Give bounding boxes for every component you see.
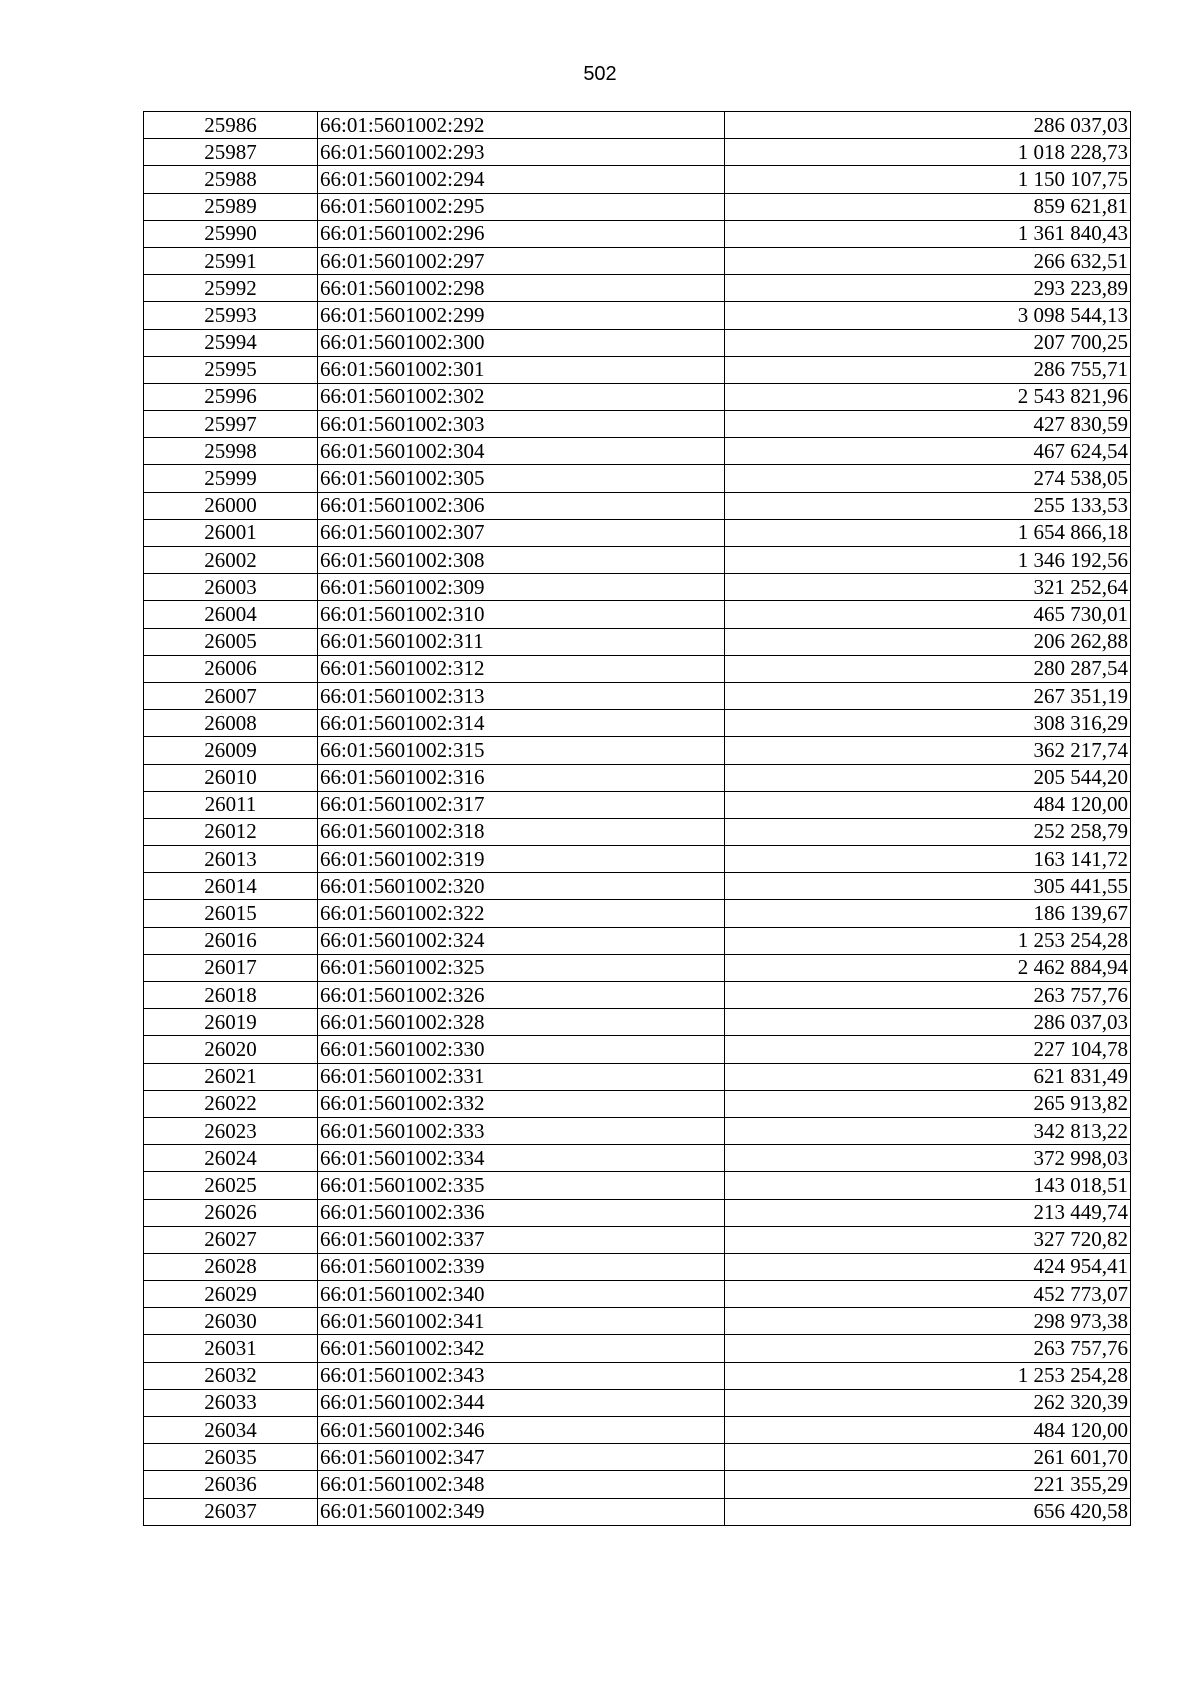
table-row bbox=[144, 1308, 1131, 1335]
cadastral-number-cell: 66:01:5601002:342 bbox=[318, 1335, 725, 1362]
cadastral-value-cell: 305 441,55 bbox=[725, 873, 1131, 900]
row-number-cell: 25994 bbox=[144, 329, 318, 356]
row-number-cell: 26001 bbox=[144, 519, 318, 546]
row-number-cell: 26033 bbox=[144, 1389, 318, 1416]
cadastral-value-cell: 221 355,29 bbox=[725, 1471, 1131, 1498]
table-row bbox=[144, 1389, 1131, 1416]
table-row bbox=[144, 574, 1131, 601]
cadastral-value-cell: 207 700,25 bbox=[725, 329, 1131, 356]
cadastral-number-cell: 66:01:5601002:339 bbox=[318, 1253, 725, 1280]
cadastral-number-cell: 66:01:5601002:295 bbox=[318, 193, 725, 220]
cadastral-number-cell: 66:01:5601002:330 bbox=[318, 1036, 725, 1063]
table-row bbox=[144, 1145, 1131, 1172]
row-number-cell: 26005 bbox=[144, 628, 318, 655]
cadastral-number-cell: 66:01:5601002:314 bbox=[318, 710, 725, 737]
table-row bbox=[144, 710, 1131, 737]
row-number-cell: 26029 bbox=[144, 1281, 318, 1308]
row-number-cell: 25990 bbox=[144, 220, 318, 247]
cadastral-number-cell: 66:01:5601002:318 bbox=[318, 818, 725, 845]
row-number-cell: 26014 bbox=[144, 873, 318, 900]
table-row bbox=[144, 900, 1131, 927]
cadastral-value-cell: 308 316,29 bbox=[725, 710, 1131, 737]
cadastral-number-cell: 66:01:5601002:332 bbox=[318, 1090, 725, 1117]
table-row bbox=[144, 1417, 1131, 1444]
cadastral-number-cell: 66:01:5601002:306 bbox=[318, 492, 725, 519]
table-row bbox=[144, 818, 1131, 845]
cadastral-value-cell: 266 632,51 bbox=[725, 247, 1131, 274]
table-row bbox=[144, 682, 1131, 709]
table-row bbox=[144, 1281, 1131, 1308]
cadastral-number-cell: 66:01:5601002:315 bbox=[318, 737, 725, 764]
cadastral-value-cell: 3 098 544,13 bbox=[725, 302, 1131, 329]
cadastral-number-cell: 66:01:5601002:313 bbox=[318, 682, 725, 709]
table-row bbox=[144, 492, 1131, 519]
row-number-cell: 26030 bbox=[144, 1308, 318, 1335]
table-row bbox=[144, 1362, 1131, 1389]
cadastral-number-cell: 66:01:5601002:331 bbox=[318, 1063, 725, 1090]
cadastral-number-cell: 66:01:5601002:296 bbox=[318, 220, 725, 247]
cadastral-value-cell: 298 973,38 bbox=[725, 1308, 1131, 1335]
table-row bbox=[144, 1090, 1131, 1117]
cadastral-value-cell: 484 120,00 bbox=[725, 791, 1131, 818]
row-number-cell: 25991 bbox=[144, 247, 318, 274]
row-number-cell: 26025 bbox=[144, 1172, 318, 1199]
row-number-cell: 26023 bbox=[144, 1117, 318, 1144]
row-number-cell: 26036 bbox=[144, 1471, 318, 1498]
cadastral-number-cell: 66:01:5601002:333 bbox=[318, 1117, 725, 1144]
cadastral-number-cell: 66:01:5601002:320 bbox=[318, 873, 725, 900]
row-number-cell: 26026 bbox=[144, 1199, 318, 1226]
cadastral-value-cell: 1 361 840,43 bbox=[725, 220, 1131, 247]
row-number-cell: 26028 bbox=[144, 1253, 318, 1280]
row-number-cell: 26013 bbox=[144, 846, 318, 873]
cadastral-value-cell: 372 998,03 bbox=[725, 1145, 1131, 1172]
cadastral-value-cell: 362 217,74 bbox=[725, 737, 1131, 764]
cadastral-value-cell: 342 813,22 bbox=[725, 1117, 1131, 1144]
table-row bbox=[144, 1172, 1131, 1199]
cadastral-number-cell: 66:01:5601002:316 bbox=[318, 764, 725, 791]
table-row bbox=[144, 846, 1131, 873]
table-row bbox=[144, 1199, 1131, 1226]
row-number-cell: 26037 bbox=[144, 1498, 318, 1525]
cadastral-value-cell: 255 133,53 bbox=[725, 492, 1131, 519]
cadastral-number-cell: 66:01:5601002:307 bbox=[318, 519, 725, 546]
table-row bbox=[144, 220, 1131, 247]
row-number-cell: 26018 bbox=[144, 982, 318, 1009]
cadastral-value-cell: 286 037,03 bbox=[725, 1009, 1131, 1036]
row-number-cell: 26000 bbox=[144, 492, 318, 519]
cadastral-number-cell: 66:01:5601002:304 bbox=[318, 438, 725, 465]
cadastral-number-cell: 66:01:5601002:335 bbox=[318, 1172, 725, 1199]
table-row bbox=[144, 519, 1131, 546]
cadastral-value-cell: 143 018,51 bbox=[725, 1172, 1131, 1199]
cadastral-value-cell: 1 253 254,28 bbox=[725, 927, 1131, 954]
cadastral-number-cell: 66:01:5601002:341 bbox=[318, 1308, 725, 1335]
row-number-cell: 25998 bbox=[144, 438, 318, 465]
cadastral-number-cell: 66:01:5601002:297 bbox=[318, 247, 725, 274]
row-number-cell: 26031 bbox=[144, 1335, 318, 1362]
cadastral-value-cell: 263 757,76 bbox=[725, 1335, 1131, 1362]
row-number-cell: 25997 bbox=[144, 411, 318, 438]
cadastral-value-cell: 327 720,82 bbox=[725, 1226, 1131, 1253]
cadastral-number-cell: 66:01:5601002:305 bbox=[318, 465, 725, 492]
cadastral-value-cell: 427 830,59 bbox=[725, 411, 1131, 438]
row-number-cell: 25992 bbox=[144, 275, 318, 302]
row-number-cell: 25995 bbox=[144, 356, 318, 383]
cadastral-number-cell: 66:01:5601002:301 bbox=[318, 356, 725, 383]
cadastral-number-cell: 66:01:5601002:324 bbox=[318, 927, 725, 954]
cadastral-number-cell: 66:01:5601002:310 bbox=[318, 601, 725, 628]
cadastral-value-cell: 2 462 884,94 bbox=[725, 954, 1131, 981]
cadastral-number-cell: 66:01:5601002:300 bbox=[318, 329, 725, 356]
table-row bbox=[144, 1063, 1131, 1090]
cadastral-value-cell: 205 544,20 bbox=[725, 764, 1131, 791]
cadastral-number-cell: 66:01:5601002:337 bbox=[318, 1226, 725, 1253]
cadastral-number-cell: 66:01:5601002:334 bbox=[318, 1145, 725, 1172]
cadastral-number-cell: 66:01:5601002:325 bbox=[318, 954, 725, 981]
table-row bbox=[144, 1036, 1131, 1063]
table-row bbox=[144, 1009, 1131, 1036]
cadastral-number-cell: 66:01:5601002:322 bbox=[318, 900, 725, 927]
table-row bbox=[144, 356, 1131, 383]
row-number-cell: 25987 bbox=[144, 139, 318, 166]
row-number-cell: 26034 bbox=[144, 1417, 318, 1444]
cadastral-value-cell: 424 954,41 bbox=[725, 1253, 1131, 1280]
cadastral-value-cell: 261 601,70 bbox=[725, 1444, 1131, 1471]
cadastral-number-cell: 66:01:5601002:303 bbox=[318, 411, 725, 438]
table-row bbox=[144, 791, 1131, 818]
table-row bbox=[144, 954, 1131, 981]
table-row bbox=[144, 601, 1131, 628]
cadastral-value-cell: 484 120,00 bbox=[725, 1417, 1131, 1444]
cadastral-value-cell: 465 730,01 bbox=[725, 601, 1131, 628]
row-number-cell: 26022 bbox=[144, 1090, 318, 1117]
row-number-cell: 26017 bbox=[144, 954, 318, 981]
cadastral-number-cell: 66:01:5601002:348 bbox=[318, 1471, 725, 1498]
cadastral-value-cell: 1 346 192,56 bbox=[725, 547, 1131, 574]
cadastral-value-cell: 267 351,19 bbox=[725, 682, 1131, 709]
row-number-cell: 26004 bbox=[144, 601, 318, 628]
cadastral-value-cell: 656 420,58 bbox=[725, 1498, 1131, 1525]
row-number-cell: 26003 bbox=[144, 574, 318, 601]
cadastral-value-cell: 186 139,67 bbox=[725, 900, 1131, 927]
cadastral-number-cell: 66:01:5601002:317 bbox=[318, 791, 725, 818]
cadastral-value-cell: 859 621,81 bbox=[725, 193, 1131, 220]
row-number-cell: 25989 bbox=[144, 193, 318, 220]
row-number-cell: 26009 bbox=[144, 737, 318, 764]
table-row bbox=[144, 1498, 1131, 1525]
row-number-cell: 26021 bbox=[144, 1063, 318, 1090]
table-row bbox=[144, 166, 1131, 193]
cadastral-value-cell: 286 037,03 bbox=[725, 112, 1131, 139]
cadastral-value-cell: 213 449,74 bbox=[725, 1199, 1131, 1226]
row-number-cell: 26002 bbox=[144, 547, 318, 574]
cadastral-number-cell: 66:01:5601002:312 bbox=[318, 655, 725, 682]
row-number-cell: 26007 bbox=[144, 682, 318, 709]
cadastral-number-cell: 66:01:5601002:336 bbox=[318, 1199, 725, 1226]
cadastral-number-cell: 66:01:5601002:309 bbox=[318, 574, 725, 601]
table-row bbox=[144, 329, 1131, 356]
table-row bbox=[144, 465, 1131, 492]
cadastral-value-cell: 1 654 866,18 bbox=[725, 519, 1131, 546]
row-number-cell: 26010 bbox=[144, 764, 318, 791]
cadastral-value-cell: 263 757,76 bbox=[725, 982, 1131, 1009]
table-row bbox=[144, 193, 1131, 220]
cadastral-value-cell: 621 831,49 bbox=[725, 1063, 1131, 1090]
cadastral-number-cell: 66:01:5601002:343 bbox=[318, 1362, 725, 1389]
cadastral-number-cell: 66:01:5601002:326 bbox=[318, 982, 725, 1009]
cadastral-number-cell: 66:01:5601002:319 bbox=[318, 846, 725, 873]
table-row bbox=[144, 737, 1131, 764]
table-row bbox=[144, 139, 1131, 166]
cadastral-value-cell: 467 624,54 bbox=[725, 438, 1131, 465]
row-number-cell: 26032 bbox=[144, 1362, 318, 1389]
cadastral-number-cell: 66:01:5601002:328 bbox=[318, 1009, 725, 1036]
cadastral-value-cell: 227 104,78 bbox=[725, 1036, 1131, 1063]
cadastral-number-cell: 66:01:5601002:311 bbox=[318, 628, 725, 655]
cadastral-number-cell: 66:01:5601002:349 bbox=[318, 1498, 725, 1525]
cadastral-number-cell: 66:01:5601002:308 bbox=[318, 547, 725, 574]
cadastral-value-cell: 1 150 107,75 bbox=[725, 166, 1131, 193]
table-row bbox=[144, 438, 1131, 465]
cadastral-value-cell: 274 538,05 bbox=[725, 465, 1131, 492]
row-number-cell: 26024 bbox=[144, 1145, 318, 1172]
row-number-cell: 25988 bbox=[144, 166, 318, 193]
table-row bbox=[144, 655, 1131, 682]
cadastral-value-table bbox=[143, 111, 1131, 1526]
cadastral-number-cell: 66:01:5601002:340 bbox=[318, 1281, 725, 1308]
table-row bbox=[144, 275, 1131, 302]
cadastral-value-cell: 280 287,54 bbox=[725, 655, 1131, 682]
page-number: 502 bbox=[583, 63, 617, 85]
cadastral-number-cell: 66:01:5601002:302 bbox=[318, 383, 725, 410]
table-row bbox=[144, 628, 1131, 655]
cadastral-number-cell: 66:01:5601002:346 bbox=[318, 1417, 725, 1444]
table-row bbox=[144, 1444, 1131, 1471]
cadastral-value-cell: 206 262,88 bbox=[725, 628, 1131, 655]
table-row bbox=[144, 927, 1131, 954]
table-row bbox=[144, 982, 1131, 1009]
table-row bbox=[144, 764, 1131, 791]
row-number-cell: 26011 bbox=[144, 791, 318, 818]
table-row bbox=[144, 1226, 1131, 1253]
cadastral-value-cell: 452 773,07 bbox=[725, 1281, 1131, 1308]
row-number-cell: 25986 bbox=[144, 112, 318, 139]
row-number-cell: 26006 bbox=[144, 655, 318, 682]
cadastral-value-cell: 293 223,89 bbox=[725, 275, 1131, 302]
cadastral-value-cell: 265 913,82 bbox=[725, 1090, 1131, 1117]
cadastral-number-cell: 66:01:5601002:292 bbox=[318, 112, 725, 139]
row-number-cell: 26015 bbox=[144, 900, 318, 927]
table-row bbox=[144, 873, 1131, 900]
row-number-cell: 26008 bbox=[144, 710, 318, 737]
table-row bbox=[144, 383, 1131, 410]
cadastral-value-cell: 2 543 821,96 bbox=[725, 383, 1131, 410]
table-row bbox=[144, 1117, 1131, 1144]
row-number-cell: 25993 bbox=[144, 302, 318, 329]
cadastral-value-cell: 262 320,39 bbox=[725, 1389, 1131, 1416]
cadastral-number-cell: 66:01:5601002:299 bbox=[318, 302, 725, 329]
row-number-cell: 26027 bbox=[144, 1226, 318, 1253]
cadastral-number-cell: 66:01:5601002:344 bbox=[318, 1389, 725, 1416]
cadastral-number-cell: 66:01:5601002:298 bbox=[318, 275, 725, 302]
cadastral-value-cell: 321 252,64 bbox=[725, 574, 1131, 601]
cadastral-value-cell: 1 253 254,28 bbox=[725, 1362, 1131, 1389]
row-number-cell: 26035 bbox=[144, 1444, 318, 1471]
row-number-cell: 26012 bbox=[144, 818, 318, 845]
cadastral-number-cell: 66:01:5601002:347 bbox=[318, 1444, 725, 1471]
row-number-cell: 25996 bbox=[144, 383, 318, 410]
row-number-cell: 25999 bbox=[144, 465, 318, 492]
cadastral-number-cell: 66:01:5601002:293 bbox=[318, 139, 725, 166]
table-row bbox=[144, 547, 1131, 574]
table-body bbox=[144, 112, 1131, 1526]
table-row bbox=[144, 411, 1131, 438]
table-row bbox=[144, 1471, 1131, 1498]
table-row bbox=[144, 1335, 1131, 1362]
row-number-cell: 26020 bbox=[144, 1036, 318, 1063]
cadastral-value-cell: 286 755,71 bbox=[725, 356, 1131, 383]
row-number-cell: 26019 bbox=[144, 1009, 318, 1036]
row-number-cell: 26016 bbox=[144, 927, 318, 954]
cadastral-value-cell: 1 018 228,73 bbox=[725, 139, 1131, 166]
table-row bbox=[144, 247, 1131, 274]
cadastral-number-cell: 66:01:5601002:294 bbox=[318, 166, 725, 193]
cadastral-value-cell: 252 258,79 bbox=[725, 818, 1131, 845]
table-row bbox=[144, 112, 1131, 139]
table-row bbox=[144, 1253, 1131, 1280]
cadastral-value-cell: 163 141,72 bbox=[725, 846, 1131, 873]
table-row bbox=[144, 302, 1131, 329]
